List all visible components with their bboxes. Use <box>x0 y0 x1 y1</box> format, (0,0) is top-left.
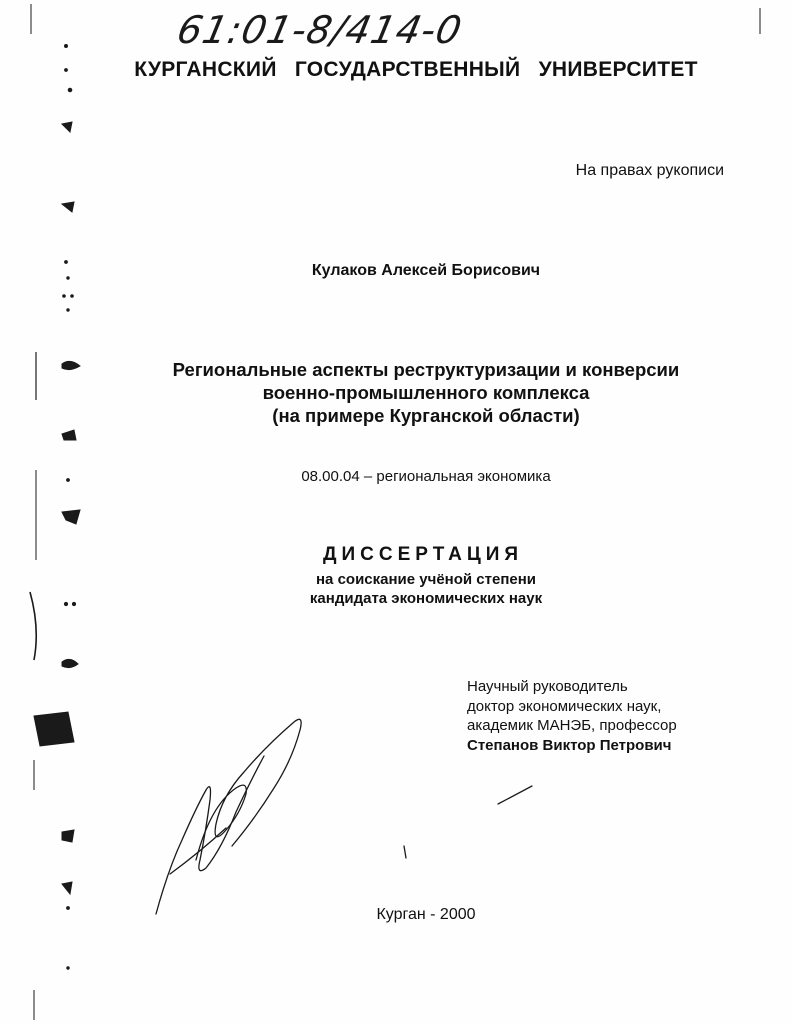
specialty-code: 08.00.04 – региональная экономика <box>301 468 551 485</box>
degree-line-2: кандидата экономических наук <box>309 590 543 607</box>
archive-number: 61:01-8/414-0 <box>173 8 467 52</box>
supervisor-name: Степанов Виктор Петрович <box>467 736 672 754</box>
supervisor-role: Научный руководитель <box>467 678 628 695</box>
rights-note: На правах рукописи <box>575 162 724 179</box>
title-line-2: военно-промышленного комплекса <box>262 382 590 403</box>
supervisor-degree: доктор экономических наук, <box>467 697 662 715</box>
author-name: Кулаков Алексей Борисович <box>311 262 541 279</box>
title-line-3: (на примере Курганской области) <box>272 405 580 426</box>
university-name: КУРГАНСКИЙ ГОСУДАРСТВЕННЫЙ УНИВЕРСИТЕТ <box>134 58 698 81</box>
place-and-year: Курган - 2000 <box>376 906 476 923</box>
supervisor-titles: академик МАНЭБ, профессор <box>467 717 677 734</box>
document-type: ДИССЕРТАЦИЯ <box>322 544 524 565</box>
title-line-1: Региональные аспекты реструктуризации и конверсии <box>172 359 680 380</box>
degree-line-1: на соискание учёной степени <box>316 571 536 588</box>
